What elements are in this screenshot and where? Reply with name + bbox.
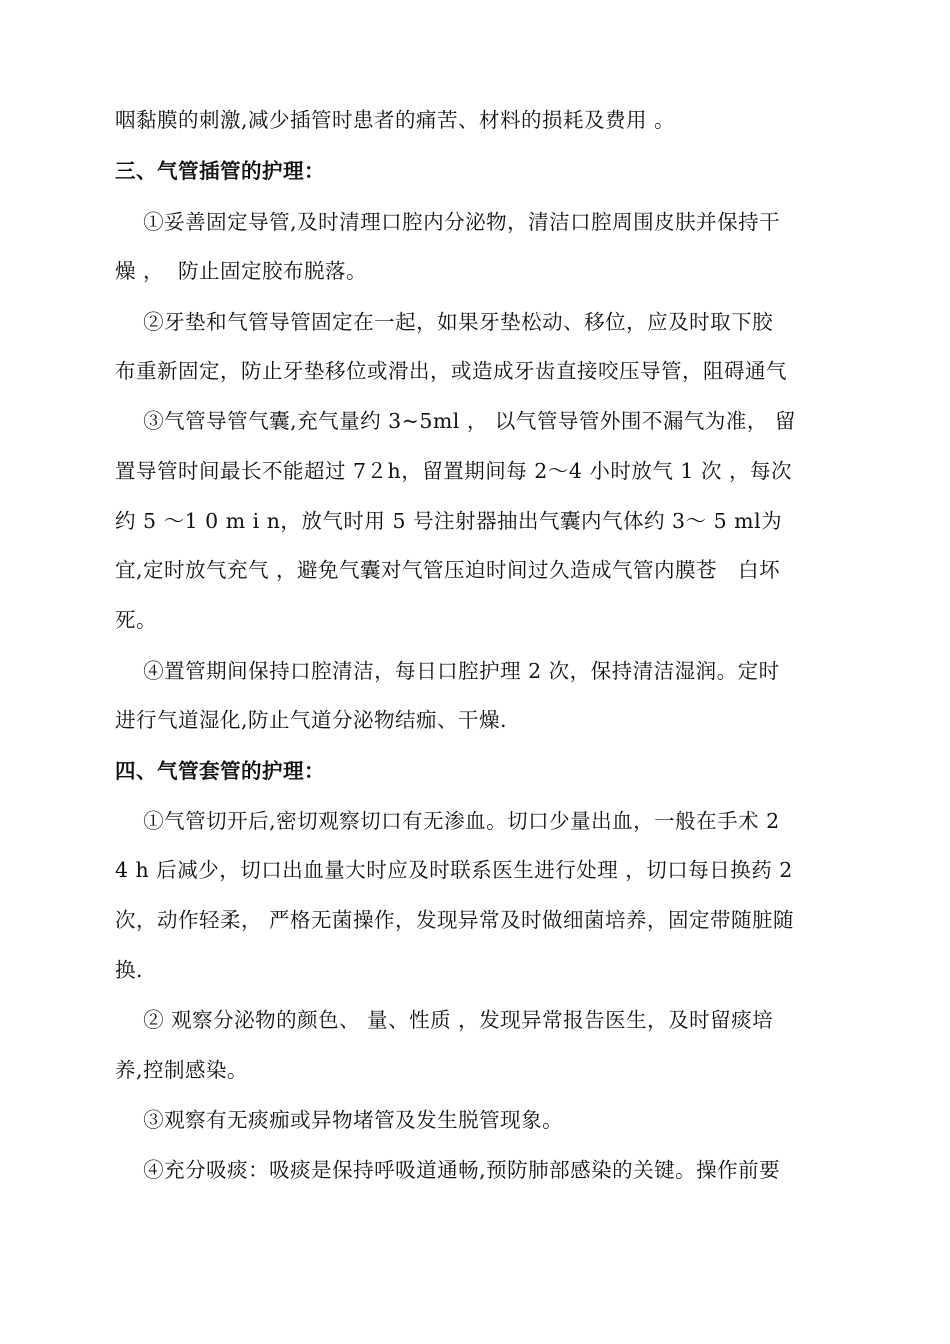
body-line: ③气管导管气囊,充气量约 3~5ml ， 以气管导管外围不漏气为准， 留 — [115, 409, 796, 433]
body-line: 约 5 ～1 0 m i n，放气时用 5 号注射器抽出气囊内气体约 3～ 5 ml为 — [115, 509, 783, 533]
body-line: ②牙垫和气管导管固定在一起，如果牙垫松动、移位，应及时取下胶 — [115, 310, 774, 334]
body-line: 养,控制感染。 — [115, 1058, 249, 1082]
body-line: 4 h 后减少，切口出血量大时应及时联系医生进行处理 ，切口每日换药 2 — [115, 858, 793, 882]
body-line: ①妥善固定导管,及时清理口腔内分泌物，清洁口腔周围皮肤并保持干 — [115, 210, 781, 234]
body-line: 置导管时间最长不能超过 7２h，留置期间每 2～4 小时放气 1 次 ，每次 — [115, 459, 792, 483]
body-line: 燥 ， 防止固定胶布脱落。 — [115, 259, 368, 283]
section-heading-tracheostomy-care: 四、气管套管的护理： — [115, 759, 325, 783]
body-line: 宜,定时放气充气 ，避免气囊对气管压迫时间过久造成气管内膜苍 白坏 — [115, 558, 781, 582]
body-line: 换. — [115, 958, 144, 982]
body-line: 布重新固定，防止牙垫移位或滑出，或造成牙齿直接咬压导管，阻碍通气 — [115, 359, 787, 383]
body-line: 死。 — [115, 608, 157, 632]
body-line: 咽黏膜的刺激,减少插管时患者的痛苦、材料的损耗及费用 。 — [115, 108, 676, 132]
section-heading-intubation-care: 三、气管插管的护理： — [115, 159, 325, 183]
body-line: ② 观察分泌物的颜色、 量、性质 ，发现异常报告医生，及时留痰培 — [115, 1008, 774, 1032]
body-line: ④充分吸痰：吸痰是保持呼吸道通畅,预防肺部感染的关键。操作前要 — [115, 1158, 781, 1182]
body-line: 次，动作轻柔， 严格无菌操作，发现异常及时做细菌培养，固定带随脏随 — [115, 908, 795, 932]
body-line: ④置管期间保持口腔清洁，每日口腔护理 2 次，保持清洁湿润。定时 — [115, 659, 780, 683]
body-line: 进行气道湿化,防止气道分泌物结痂、干燥. — [115, 708, 508, 732]
body-line: ①气管切开后,密切观察切口有无渗血。切口少量出血，一般在手术 2 — [115, 809, 780, 833]
body-line: ③观察有无痰痂或异物堵管及发生脱管现象。 — [115, 1108, 564, 1132]
